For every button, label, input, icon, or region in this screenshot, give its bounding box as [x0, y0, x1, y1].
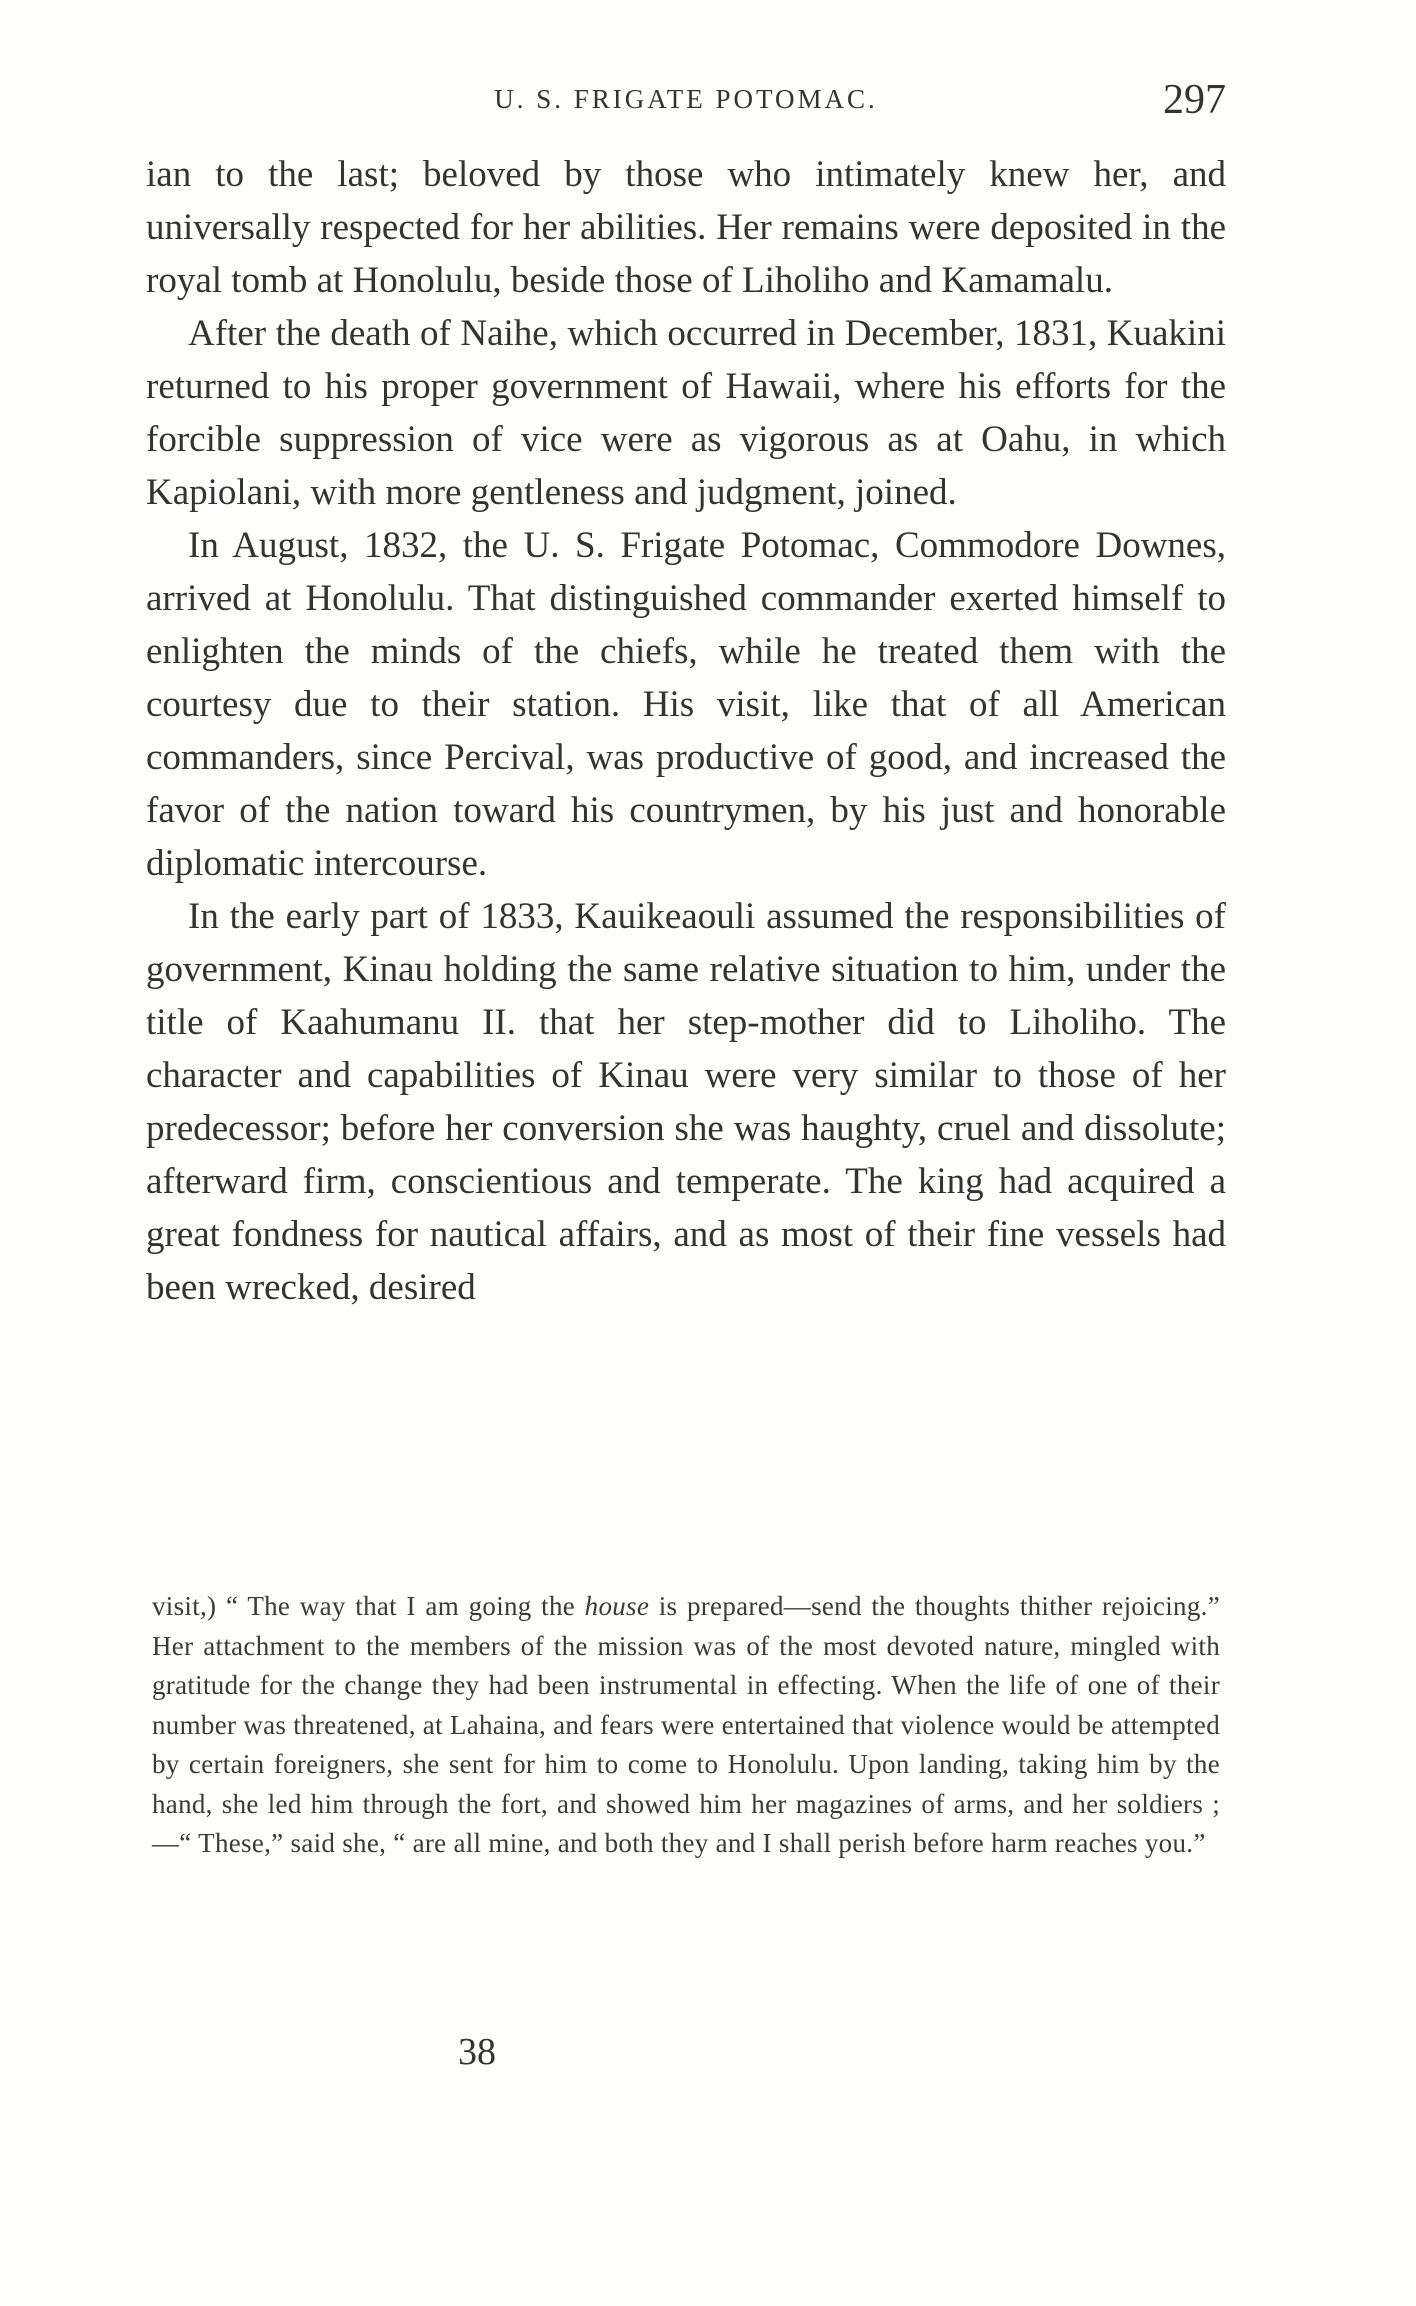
signature-mark: 38	[458, 2031, 496, 2073]
footnote-text	[152, 1587, 1220, 1864]
page-number: 297	[1163, 77, 1226, 123]
paragraph-naihe: After the death of Naihe, which occurred in December, 1831, Kuakini returned to his proper government of Hawaii, where his efforts for the forcible suppression of vice were as vigorous as at Oahu, in which Kapiolani, with more gentleness and judgment, joined.	[146, 313, 1226, 513]
running-title: U. S. FRIGATE POTOMAC.	[494, 84, 878, 114]
paragraph-continuation: ian to the last; beloved by those who intimately knew her, and universally respected for her abilities. Her remains were deposited in the royal tomb at Honolulu, beside those of Liholiho and Kamamalu.	[146, 154, 1226, 301]
footnote-italic-word: house	[584, 1591, 650, 1621]
footnote	[152, 1587, 1220, 1864]
body-text	[146, 148, 1226, 1314]
paragraph-kauikeaouli: In the early part of 1833, Kauikeaouli assumed the responsibilities of government, Kinau holding the same relative situation to him, under the title of Kaahumanu II. that her step-mother did to Liholiho. The character and capabilities of Kinau were very similar to those of her predecessor; before her conversion she was haughty, cruel and dissolute; afterward firm, conscientious and temperate. The king had acquired a great fondness for nautical affairs, and as most of their fine vessels had been wrecked, desired	[146, 896, 1226, 1308]
footnote-rest: is prepared—send the thoughts thither rejoicing.” Her attachment to the members of the mission was of the most devoted nature, mingled with gratitude for the change they had been instrumental in effecting. When the life of one of their number was threatened, at Lahaina, and fears were entertained that violence would be attempted by certain foreigners, she sent for him to come to Honolulu. Upon landing, taking him by the hand, she led him through the fort, and showed him her magazines of arms, and her soldiers ;—“ These,” said she, “ are all mine, and both they and I shall perish before harm reaches you.”	[152, 1591, 1220, 1858]
running-head	[146, 76, 1226, 126]
footnote-lead: visit,) “ The way that I am going the	[152, 1591, 585, 1621]
paragraph-potomac: In August, 1832, the U. S. Frigate Potomac, Commodore Downes, arrived at Honolulu. That distinguished commander exerted himself to enlighten the minds of the chiefs, while he treated them with the courtesy due to their station. His visit, like that of all American commanders, since Percival, was productive of good, and increased the favor of the nation toward his countrymen, by his just and honorable diplomatic intercourse.	[146, 525, 1226, 884]
